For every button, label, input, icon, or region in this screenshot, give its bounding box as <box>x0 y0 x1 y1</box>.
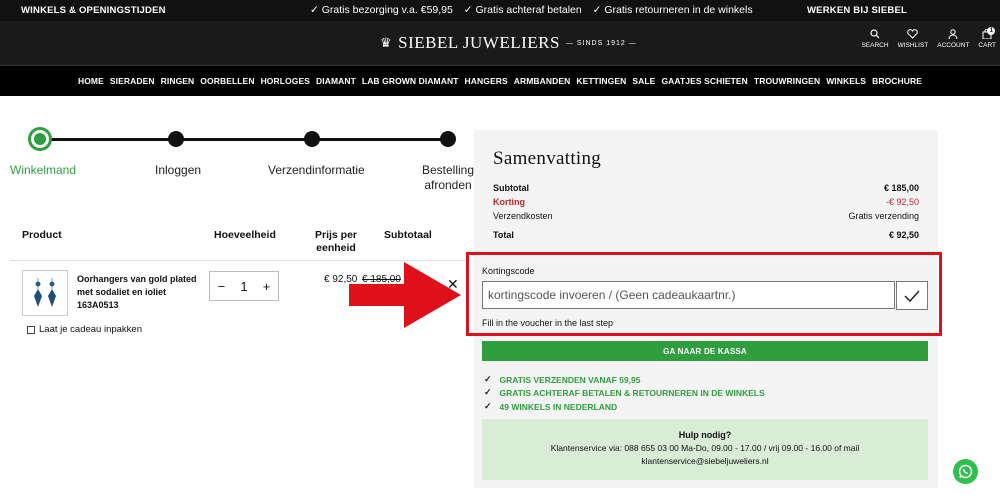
quantity-value[interactable]: 1 <box>240 278 248 294</box>
usp-item: ✓ Gratis bezorging v.a. €59,95 <box>310 4 453 16</box>
wishlist-button[interactable] <box>898 29 929 49</box>
nav-item-kettingen[interactable]: KETTINGEN <box>576 76 627 86</box>
logo[interactable] <box>380 33 637 53</box>
help-box <box>482 419 928 480</box>
usp-text: GRATIS ACHTERAF BETALEN & RETOURNEREN IN DE WINKELS <box>499 387 765 398</box>
user-icon <box>948 29 958 39</box>
progress-line <box>40 138 450 141</box>
usp-item <box>484 387 765 398</box>
coupon-hint: Fill in the voucher in the last step <box>482 318 614 328</box>
wishlist-label: WISHLIST <box>897 42 929 49</box>
nav-item-hangers[interactable]: HANGERS <box>464 76 508 86</box>
help-email[interactable]: klantenservice@siebeljuweliers.nl <box>641 456 769 466</box>
crown-icon: ♛ <box>380 35 393 50</box>
gift-wrap-option[interactable] <box>27 324 142 335</box>
step-dot <box>440 131 456 147</box>
help-contact: Klantenservice via: 088 655 03 00 Ma-Do, 09.00 - 17.00 / vrij 09.00 - 16.00 of mail <box>550 443 860 453</box>
cart-count-badge: 1 <box>987 27 995 35</box>
header-icons <box>861 29 996 49</box>
search-icon <box>870 29 880 39</box>
whatsapp-button[interactable] <box>953 459 978 484</box>
highlight-box <box>466 252 942 336</box>
nav-item-armbanden[interactable]: ARMBANDEN <box>513 76 571 86</box>
discount-value: -€ 92,50 <box>885 197 919 207</box>
checkout-button[interactable]: GA NAAR DE KASSA <box>482 341 928 361</box>
cart-button[interactable] <box>978 29 996 49</box>
discount-label: Korting <box>493 197 525 207</box>
unit-price: € 92,50 <box>324 274 358 285</box>
subtotal-label: Subtotal <box>493 183 529 193</box>
top-bar <box>0 0 1000 21</box>
nav-item-horloges[interactable]: HORLOGES <box>260 76 311 86</box>
nav-item-trouwringen[interactable]: TROUWRINGEN <box>753 76 821 86</box>
minus-icon[interactable]: − <box>217 278 226 294</box>
nav-item-gaatjes-schieten[interactable]: GAATJES SCHIETEN <box>661 76 748 86</box>
site-header <box>0 21 1000 66</box>
nav-item-sale[interactable]: SALE <box>632 76 656 86</box>
nav-item-lab-grown-diamant[interactable]: LAB GROWN DIAMANT <box>361 76 459 86</box>
nav-item-sieraden[interactable]: SIERADEN <box>109 76 155 86</box>
usp-item: ✓ Gratis achteraf betalen <box>463 4 582 16</box>
search-label: SEARCH <box>861 42 889 49</box>
gift-wrap-checkbox[interactable] <box>27 326 35 334</box>
step-dot-active <box>28 127 52 151</box>
main-nav <box>0 66 1000 96</box>
subtotal-value: € 185,00 <box>883 183 919 193</box>
step-label-verzendinformatie: Verzendinformatie <box>268 163 365 177</box>
usp-text: 49 WINKELS IN NEDERLAND <box>499 401 618 412</box>
table-divider <box>10 260 470 261</box>
heart-icon <box>907 29 918 39</box>
checkout-progress <box>0 125 475 205</box>
shipping-value: Gratis verzending <box>848 211 919 221</box>
quantity-stepper <box>209 271 279 301</box>
account-button[interactable] <box>937 29 969 49</box>
col-product: Product <box>22 229 62 241</box>
coupon-input[interactable]: kortingscode invoeren / (Geen cadeaukaartnr.) <box>482 281 895 309</box>
total-value: € 92,50 <box>888 230 919 240</box>
usp-item <box>484 401 617 412</box>
help-title: Hulp nodig? <box>678 430 732 440</box>
check-icon: ✓ <box>484 387 492 397</box>
step-label-inloggen: Inloggen <box>155 163 202 177</box>
coupon-label: Kortingscode <box>482 266 535 276</box>
red-arrow-icon <box>349 262 461 328</box>
nav-item-home[interactable]: HOME <box>77 76 104 86</box>
col-quantity: Hoeveelheid <box>214 229 276 241</box>
plus-icon[interactable]: + <box>262 278 271 294</box>
step-label-winkelmand: Winkelmand <box>10 163 77 177</box>
step-dot <box>168 131 184 147</box>
shipping-row <box>493 211 919 221</box>
check-icon: ✓ <box>484 401 492 411</box>
remove-item-icon[interactable]: ✕ <box>447 276 459 292</box>
product-image[interactable] <box>22 270 68 316</box>
gift-wrap-label: Laat je cadeau inpakken <box>39 324 142 335</box>
nav-item-diamant[interactable]: DIAMANT <box>316 76 356 86</box>
shipping-label: Verzendkosten <box>493 211 553 221</box>
nav-item-oorbellen[interactable]: OORBELLEN <box>200 76 255 86</box>
account-label: ACCOUNT <box>937 42 970 49</box>
usp-text: GRATIS VERZENDEN VANAF 59,95 <box>499 374 641 385</box>
summary-title: Samenvatting <box>493 148 602 169</box>
total-row <box>493 230 919 240</box>
usp-item <box>484 374 640 385</box>
discount-row <box>493 197 919 207</box>
step-dot <box>304 131 320 147</box>
logo-since: — SINDS 1912 — <box>565 39 637 47</box>
usp-bar <box>310 4 761 16</box>
check-icon: ✓ <box>484 374 492 384</box>
subtotal-row <box>493 183 919 193</box>
total-label: Total <box>493 230 514 240</box>
logo-text: SIEBEL JUWELIERS <box>398 33 560 52</box>
nav-item-brochure[interactable]: BROCHURE <box>872 76 923 86</box>
col-unit-price: Prijs per eenheid <box>315 229 358 254</box>
col-subtotal: Subtotaal <box>384 229 432 241</box>
old-price: € 185,00 <box>362 274 401 285</box>
nav-item-winkels[interactable]: WINKELS <box>826 76 867 86</box>
search-button[interactable] <box>861 29 888 49</box>
stores-link[interactable]: WINKELS & OPENINGSTIJDEN <box>21 5 166 16</box>
whatsapp-icon <box>958 464 973 479</box>
careers-link[interactable]: WERKEN BIJ SIEBEL <box>807 5 907 16</box>
nav-item-ringen[interactable]: RINGEN <box>160 76 195 86</box>
product-name[interactable]: Oorhangers van gold plated met sodaliet en ioliet 163A0513 <box>77 274 197 310</box>
step-label-bestelling-afronden: Bestelling afronden <box>421 163 475 192</box>
usp-item: ✓ Gratis retourneren in de winkels <box>592 4 753 16</box>
earring-image <box>27 275 63 311</box>
cart-label: CART <box>978 42 996 49</box>
